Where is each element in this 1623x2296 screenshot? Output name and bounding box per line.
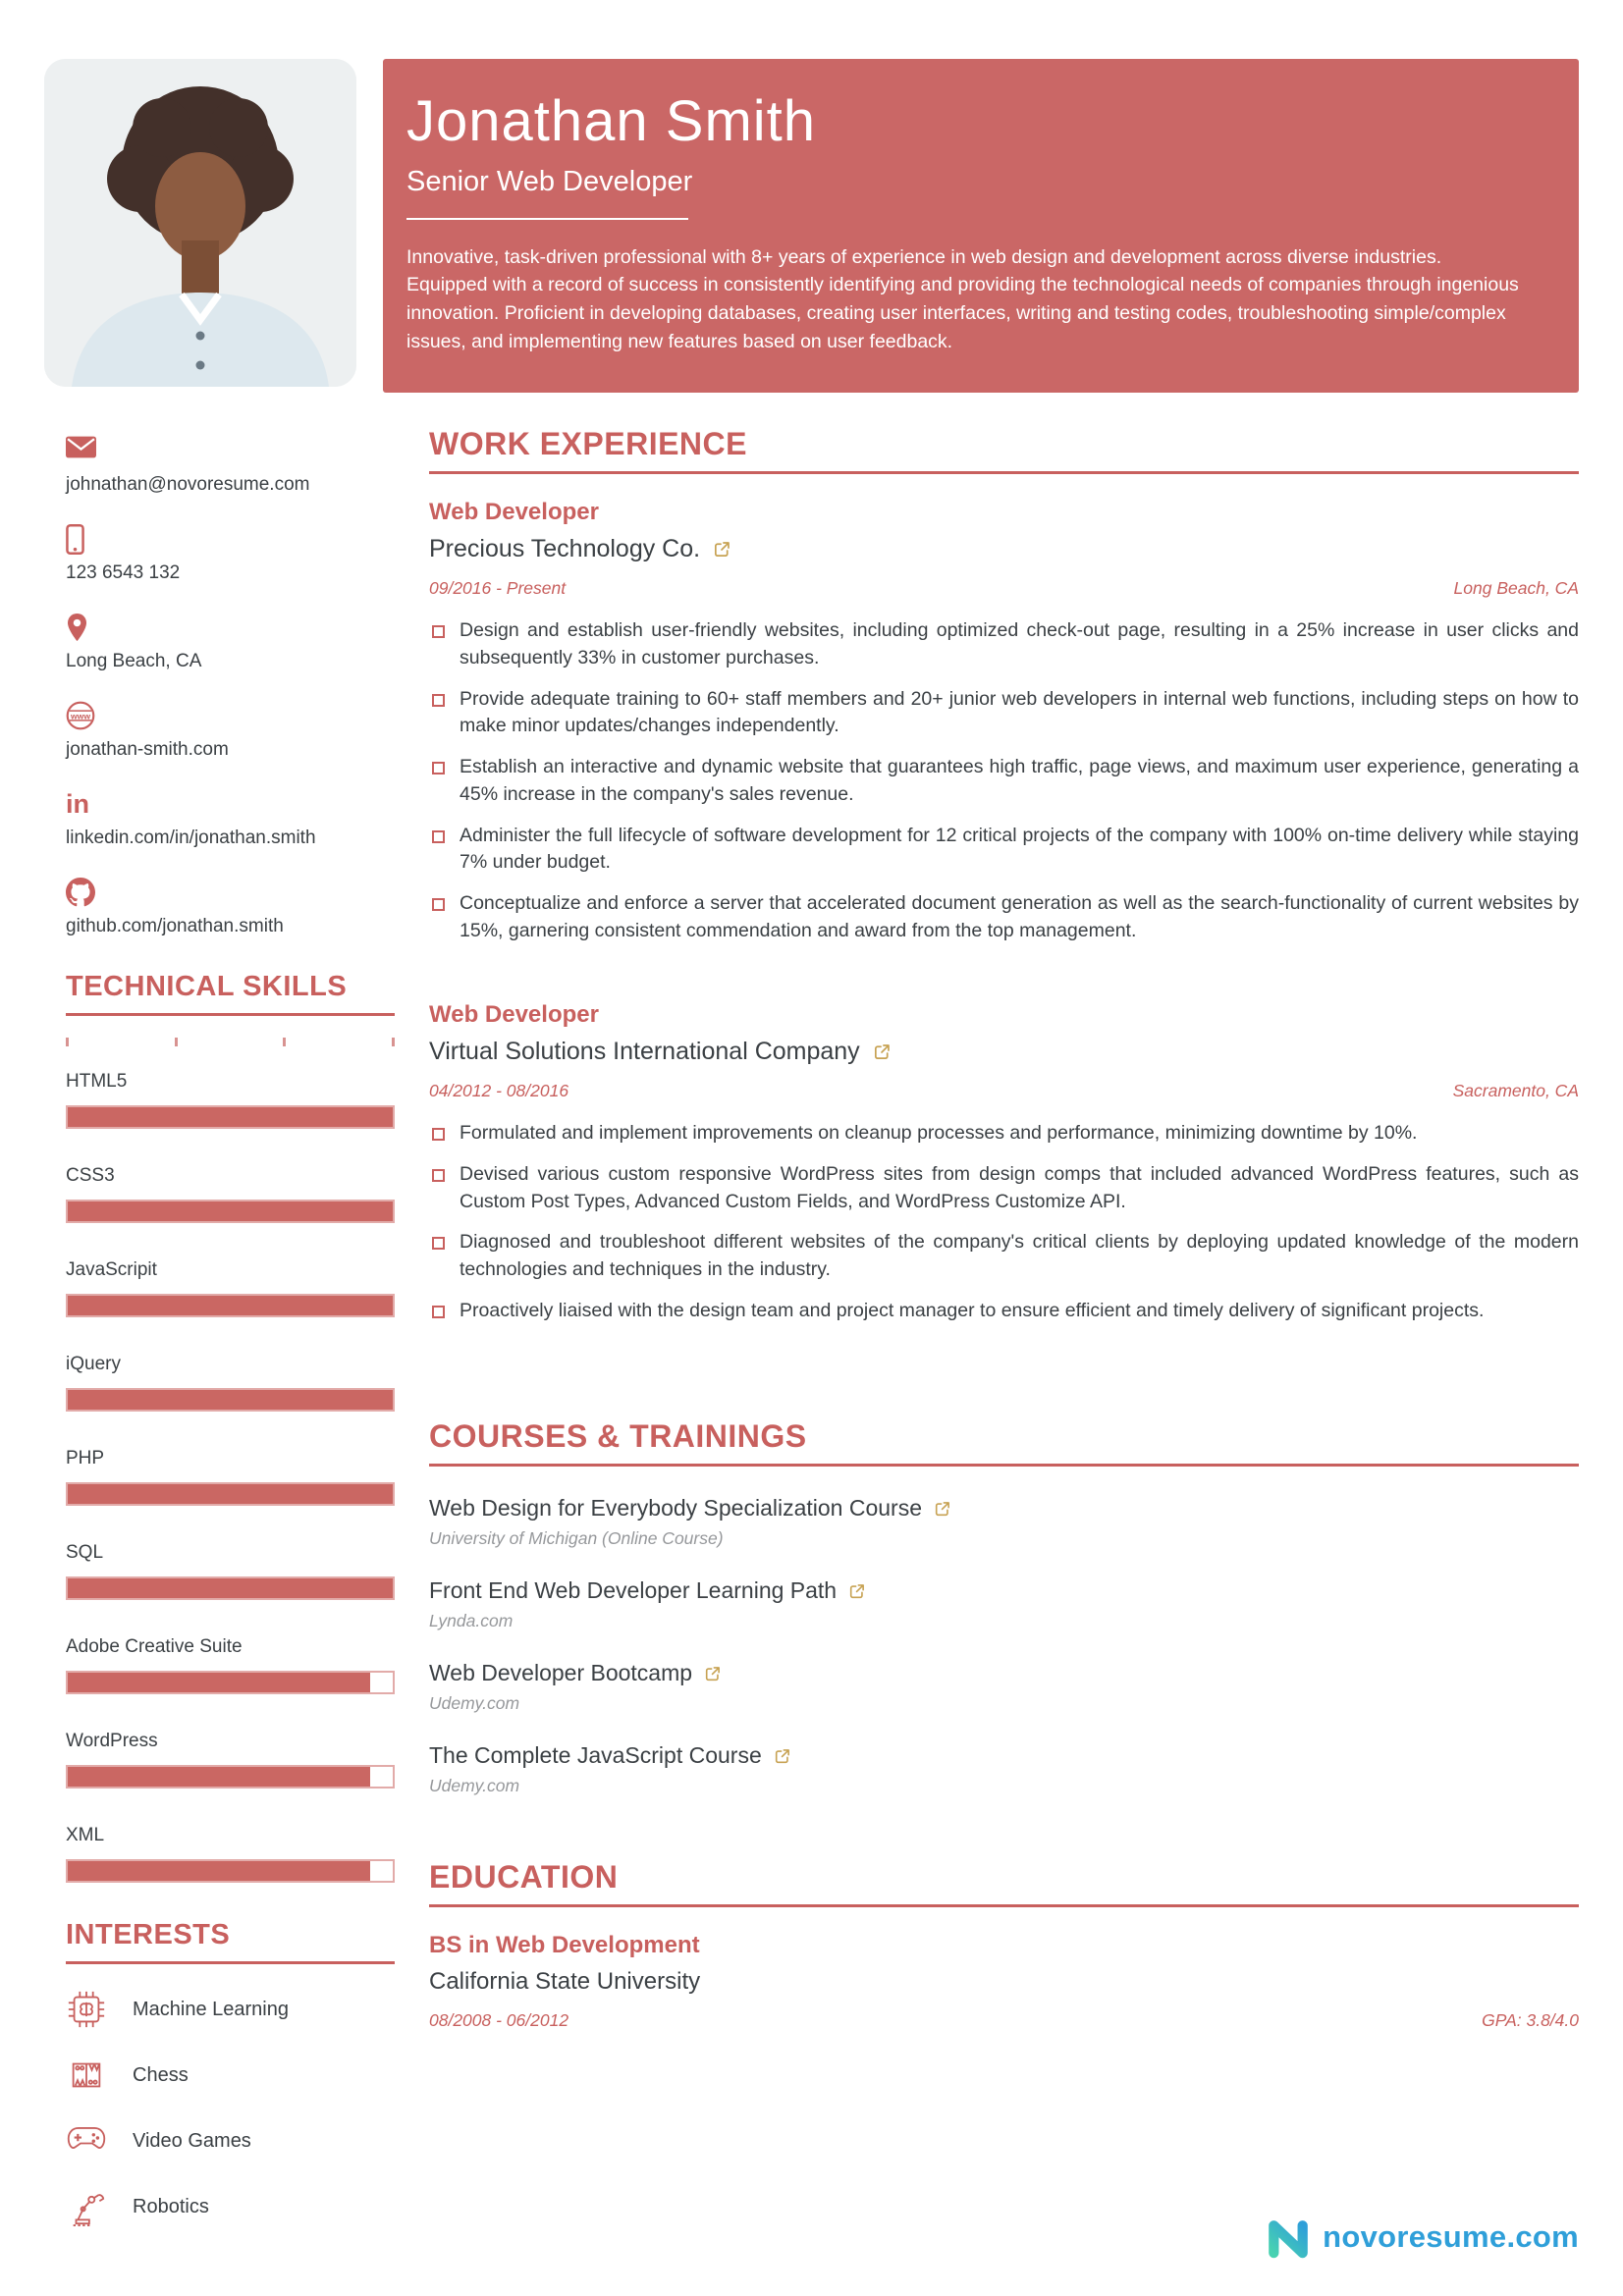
job-location: Sacramento, CA bbox=[1452, 1081, 1579, 1101]
email-icon bbox=[66, 436, 395, 467]
section-divider bbox=[66, 1013, 395, 1016]
interest-item bbox=[66, 2055, 395, 2096]
novoresume-brand-text[interactable]: novoresume.com bbox=[1323, 2219, 1579, 2254]
course-provider: University of Michigan (Online Course) bbox=[429, 1528, 724, 1549]
job-bullets bbox=[429, 617, 1579, 944]
education-degree: BS in Web Development bbox=[429, 1932, 700, 1959]
bullet-item bbox=[429, 617, 1579, 671]
contact-website-value[interactable]: jonathan-smith.com bbox=[66, 739, 229, 760]
skill-level-fill bbox=[68, 1390, 393, 1410]
bullet-text: Establish an interactive and dynamic website that guarantees high traffic, page views, and maximum user experience, generating a 45% increase in the company's sales revenue. bbox=[460, 756, 1579, 805]
section-divider bbox=[429, 471, 1579, 474]
section-divider bbox=[429, 1904, 1579, 1907]
external-link-icon[interactable] bbox=[934, 1500, 951, 1518]
education-gpa: GPA: 3.8/4.0 bbox=[1482, 2010, 1579, 2031]
course-item bbox=[429, 1577, 1579, 1631]
bullet-text: Diagnosed and troubleshoot different websites of the company's critical clients by deploying updated knowledge of the modern technologies and techniques in the industry. bbox=[460, 1231, 1579, 1281]
novoresume-logo-icon bbox=[1264, 2216, 1313, 2259]
bullet-text: Administer the full lifecycle of software development for 12 critical projects of the company with 100% on-time delivery while staying 7% under budget. bbox=[460, 824, 1579, 874]
contact-github-value[interactable]: github.com/jonathan.smith bbox=[66, 916, 284, 936]
contact-item-email bbox=[66, 436, 395, 496]
skill-level-fill bbox=[68, 1673, 370, 1692]
course-name[interactable]: Web Design for Everybody Specialization Course bbox=[429, 1495, 922, 1522]
candidate-name: Jonathan Smith bbox=[406, 89, 817, 153]
external-link-icon[interactable] bbox=[873, 1042, 892, 1061]
location-icon bbox=[66, 613, 395, 644]
skill-level-bar bbox=[66, 1200, 395, 1223]
technical-skills-title: TECHNICAL SKILLS bbox=[66, 971, 348, 1002]
contact-email-value[interactable]: johnathan@novoresume.com bbox=[66, 474, 310, 495]
bullet-item bbox=[429, 754, 1579, 808]
contact-phone-value[interactable]: 123 6543 132 bbox=[66, 562, 181, 583]
profile-photo-placeholder bbox=[44, 59, 356, 387]
machine-learning-icon bbox=[66, 1989, 107, 2030]
bullet-item bbox=[429, 890, 1579, 944]
candidate-title: Senior Web Developer bbox=[406, 165, 693, 197]
skill-row bbox=[66, 1542, 395, 1600]
bullet-item bbox=[429, 1120, 1579, 1148]
bullet-text: Design and establish user-friendly websites, including optimized check-out page, resulting in a 25% increase in user clicks and subsequently 33% in customer purchases. bbox=[460, 619, 1579, 669]
courses-title: COURSES & TRAININGS bbox=[429, 1418, 807, 1455]
contact-item-github bbox=[66, 878, 395, 937]
bullet-square-icon bbox=[432, 830, 445, 843]
interest-label: Machine Learning bbox=[133, 1998, 289, 2020]
course-item bbox=[429, 1495, 1579, 1549]
bullet-square-icon bbox=[432, 762, 445, 774]
job-dates: 09/2016 - Present bbox=[429, 578, 567, 599]
skill-name: Adobe Creative Suite bbox=[66, 1636, 243, 1657]
skill-row bbox=[66, 1636, 395, 1694]
education-school: California State University bbox=[429, 1968, 701, 1996]
course-provider: Udemy.com bbox=[429, 1693, 520, 1714]
github-icon bbox=[66, 878, 395, 909]
job-role: Web Developer bbox=[429, 499, 599, 526]
contact-location-value: Long Beach, CA bbox=[66, 651, 202, 671]
main-column bbox=[406, 59, 1579, 2227]
bullet-square-icon bbox=[432, 1306, 445, 1318]
skill-scale-ruler bbox=[66, 1038, 395, 1046]
skill-name: XML bbox=[66, 1825, 105, 1845]
external-link-icon[interactable] bbox=[704, 1665, 722, 1682]
job-meta-row bbox=[429, 1081, 1579, 1101]
course-provider: Udemy.com bbox=[429, 1776, 520, 1796]
education-meta-row bbox=[429, 2010, 1579, 2031]
skill-name: HTML5 bbox=[66, 1071, 128, 1092]
skill-name: PHP bbox=[66, 1448, 105, 1468]
job-role: Web Developer bbox=[429, 1001, 599, 1029]
skill-level-fill bbox=[68, 1201, 393, 1221]
skill-level-bar bbox=[66, 1671, 395, 1694]
education-dates: 08/2008 - 06/2012 bbox=[429, 2010, 569, 2031]
interest-label: Robotics bbox=[133, 2195, 209, 2217]
skill-name: iQuery bbox=[66, 1354, 121, 1374]
bullet-text: Provide adequate training to 60+ staff members and 20+ junior web developers in internal web functions, including steps on how to make minor updates/changes independently. bbox=[460, 687, 1579, 737]
skill-level-bar bbox=[66, 1294, 395, 1317]
bullet-text: Formulated and implement improvements on cleanup processes and performance, minimizing downtime by 10%. bbox=[460, 1122, 1418, 1145]
interest-item bbox=[66, 1989, 395, 2030]
bullet-text: Proactively liaised with the design team and project manager to ensure efficient and timely delivery of significant projects. bbox=[460, 1299, 1485, 1321]
contact-item-linkedin bbox=[66, 789, 395, 849]
skill-row bbox=[66, 1354, 395, 1412]
header-banner bbox=[383, 59, 1579, 393]
bullet-item bbox=[429, 823, 1579, 877]
interest-label: Video Games bbox=[133, 2129, 251, 2152]
skill-row bbox=[66, 1259, 395, 1317]
skill-level-fill bbox=[68, 1578, 393, 1598]
course-name[interactable]: Web Developer Bootcamp bbox=[429, 1660, 693, 1686]
job-bullets bbox=[429, 1120, 1579, 1324]
job-entry bbox=[429, 1001, 1579, 1324]
ruler-tick bbox=[283, 1038, 286, 1046]
skill-name: WordPress bbox=[66, 1731, 158, 1751]
work-experience-title: WORK EXPERIENCE bbox=[429, 426, 747, 462]
bullet-text: Devised various custom responsive WordPress sites from design comps that included advanced WordPress features, such as Custom Post Types, Advanced Custom Fields, and WordPress Customize API. bbox=[460, 1162, 1579, 1212]
contact-linkedin-value[interactable]: linkedin.com/in/jonathan.smith bbox=[66, 828, 316, 848]
interests-section bbox=[44, 1919, 395, 2227]
skill-row bbox=[66, 1825, 395, 1883]
external-link-icon[interactable] bbox=[848, 1582, 866, 1600]
technical-skills-section bbox=[44, 971, 395, 1883]
external-link-icon[interactable] bbox=[774, 1747, 791, 1765]
profile-photo bbox=[44, 59, 356, 387]
skill-level-bar bbox=[66, 1765, 395, 1789]
website-icon bbox=[66, 701, 395, 732]
header-divider bbox=[406, 218, 688, 220]
chess-icon bbox=[66, 2055, 107, 2096]
interests-title: INTERESTS bbox=[66, 1919, 231, 1950]
job-meta-row bbox=[429, 578, 1579, 599]
phone-icon bbox=[66, 524, 395, 556]
skill-level-bar bbox=[66, 1859, 395, 1883]
contact-section bbox=[44, 436, 395, 937]
bullet-item bbox=[429, 686, 1579, 740]
robotics-icon bbox=[66, 2186, 107, 2227]
ruler-tick bbox=[392, 1038, 395, 1046]
bullet-square-icon bbox=[432, 898, 445, 911]
bullet-square-icon bbox=[432, 1169, 445, 1182]
job-company: Virtual Solutions International Company bbox=[429, 1038, 860, 1066]
skill-level-fill bbox=[68, 1861, 370, 1881]
skill-name: JavaScripit bbox=[66, 1259, 157, 1280]
skill-level-bar bbox=[66, 1576, 395, 1600]
video-games-icon bbox=[66, 2120, 107, 2162]
contact-item-location bbox=[66, 613, 395, 672]
skill-name: CSS3 bbox=[66, 1165, 115, 1186]
job-company-row bbox=[429, 1038, 1579, 1066]
linkedin-icon: in bbox=[66, 789, 89, 819]
svg-text:www: www bbox=[71, 711, 90, 721]
section-divider bbox=[429, 1464, 1579, 1467]
skill-level-bar bbox=[66, 1105, 395, 1129]
education-section bbox=[429, 1859, 1579, 2031]
skill-level-fill bbox=[68, 1484, 393, 1504]
novoresume-brand[interactable] bbox=[1264, 2216, 1579, 2259]
course-item bbox=[429, 1742, 1579, 1796]
ruler-tick bbox=[175, 1038, 178, 1046]
bullet-text: Conceptualize and enforce a server that accelerated document generation as well as the search-functionality of current websites by 15%, garnering consistent commendation and award from the top management. bbox=[460, 891, 1579, 941]
contact-item-phone bbox=[66, 524, 395, 584]
sidebar bbox=[44, 59, 395, 2227]
skill-name: SQL bbox=[66, 1542, 104, 1563]
education-title: EDUCATION bbox=[429, 1859, 619, 1896]
bullet-square-icon bbox=[432, 1128, 445, 1141]
job-entry bbox=[429, 499, 1579, 944]
skill-level-fill bbox=[68, 1767, 370, 1787]
external-link-icon[interactable] bbox=[713, 540, 731, 559]
skill-level-fill bbox=[68, 1296, 393, 1315]
skill-row bbox=[66, 1165, 395, 1223]
course-name[interactable]: Front End Web Developer Learning Path bbox=[429, 1577, 838, 1604]
job-company-row bbox=[429, 535, 1579, 563]
bullet-item bbox=[429, 1161, 1579, 1215]
bullet-item bbox=[429, 1229, 1579, 1283]
summary-text: Innovative, task-driven professional with 8+ years of experience in web design and development across diverse industries. Equipped with a record of success in consistently identifying and providing the technological needs of companies through ingenious innovation. Proficient in developing databases, creating user interfaces, writing and testing codes, troubleshooting simple/complex issues, and implementing new features based on user feedback. bbox=[406, 245, 1519, 352]
skill-level-bar bbox=[66, 1388, 395, 1412]
course-name[interactable]: The Complete JavaScript Course bbox=[429, 1742, 762, 1769]
skill-row bbox=[66, 1731, 395, 1789]
skill-level-bar bbox=[66, 1482, 395, 1506]
interest-item bbox=[66, 2120, 395, 2162]
job-dates: 04/2012 - 08/2016 bbox=[429, 1081, 569, 1101]
course-item bbox=[429, 1660, 1579, 1714]
ruler-tick bbox=[66, 1038, 69, 1046]
job-location: Long Beach, CA bbox=[1453, 578, 1579, 599]
contact-item-website bbox=[66, 701, 395, 761]
courses-section bbox=[429, 1418, 1579, 1796]
skill-row bbox=[66, 1071, 395, 1129]
skill-level-fill bbox=[68, 1107, 393, 1127]
bullet-square-icon bbox=[432, 1237, 445, 1250]
section-divider bbox=[66, 1961, 395, 1964]
bullet-item bbox=[429, 1298, 1579, 1325]
interest-label: Chess bbox=[133, 2063, 189, 2086]
job-company: Precious Technology Co. bbox=[429, 535, 701, 563]
bullet-square-icon bbox=[432, 625, 445, 638]
course-provider: Lynda.com bbox=[429, 1611, 514, 1631]
skill-row bbox=[66, 1448, 395, 1506]
interest-item bbox=[66, 2186, 395, 2227]
bullet-square-icon bbox=[432, 694, 445, 707]
work-experience-section bbox=[429, 426, 1579, 1324]
